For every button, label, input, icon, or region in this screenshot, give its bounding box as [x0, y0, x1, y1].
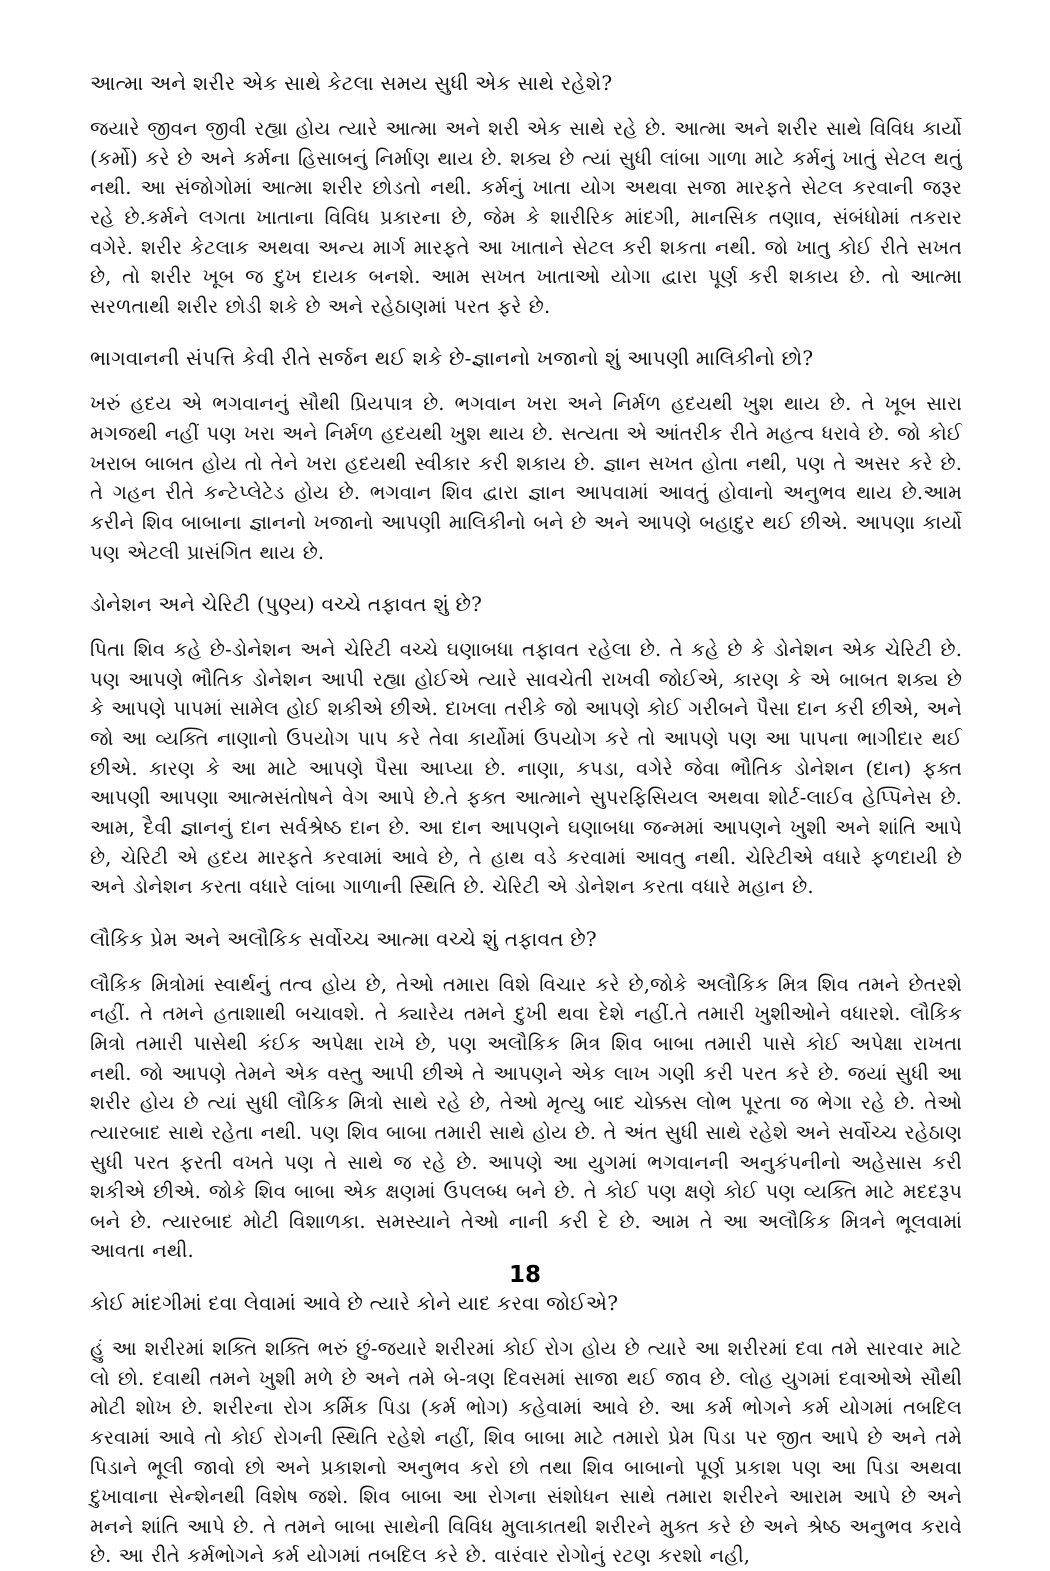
section-soul-body-duration: [90, 70, 962, 321]
section-worldly-vs-divine-love: [90, 926, 962, 1266]
page-footer: [0, 1262, 1050, 1288]
section-heading: ડોનેશન અને ચેરિટી (પુણ્ય) વચ્ચે તફાવત શું છે?: [90, 592, 483, 617]
section-heading: કોઈ માંદગીમાં દવા લેવામાં આવે છે ત્યારે કોને યાદ કરવા જોઈએ?: [90, 1291, 619, 1315]
section-paragraph: પિતા શિવ કહે છે-ડોનેશન અને ચેરિટી વચ્ચે ઘણાબધા તફાવત રહેલા છે. તે કહે છે કે ડોનેશન એક ચેરિટી છે. પણ આપણે ભૌતિક ડોનેશન આપી રહ્યા હોઈએ ત્યારે સાવચેતી રાખવી જોઈએ, કારણ કે એ બાબત શક્ય છે કે આપણે પાપમાં સામેલ હોઈ શકીએ છીએ. દાખલા તરીકે જો આપણે કોઈ ગરીબને પૈસા દાન કરી છીએ, અને જો આ વ્યક્તિ નાણાનો ઉપયોગ પાપ કરે તેવા કાર્યોમાં ઉપયોગ કરે તો આપણે પણ આ પાપના ભાગીદાર થઈ છીએ. કારણ કે આ માટે આપણે પૈસા આપ્યા છે. નાણા, કપડા, વગેરે જેવા ભૌતિક ડોનેશન (દાન) ફક્ત આપણી આપણા આત્મસંતોષને વેગ આપે છે.તે ફક્ત આત્માને સુપરફિસિયલ અથવા શોર્ટ-લાઈવ હેપ્પિનેસ છે. આમ, દૈવી જ્ઞાનનું દાન સર્વશ્રેષ્ઠ દાન છે. આ દાન આપણને ઘણાબધા જન્મમાં આપણને ખુશી અને શાંતિ આપે છે, ચેરિટી એ હદય મારફતે કરવામાં આવે છે, તે હાથ વડે કરવામાં આવતુ નથી. ચેરિટીએ વધારે ફળદાયી છે અને ડોનેશન કરતા વધારે લાંબા ગાળાની સ્થિતિ છે. ચેરિટી એ ડોનેશન કરતા વધારે મહાન છે.: [90, 638, 962, 899]
section-gods-wealth: [90, 345, 962, 567]
section-paragraph: જયારે જીવન જીવી રહ્યા હોય ત્યારે આત્મા અને શરી એક સાથે રહે છે. આત્મા અને શરીર સાથે વિવિધ કાર્યો (કર્મો) કરે છે અને કર્મના હિસાબનું નિર્માણ થાય છે. શક્ય છે ત્યાં સુધી લાંબા ગાળા માટે કર્મનું ખાતું સેટલ થતું નથી. આ સંજોગોમાં આત્મા શરીર છોડતો નથી. કર્મનું ખાતા યોગ અથવા સજા મારફતે સેટલ કરવાની જરૂર રહે છે.કર્મને લગતા ખાતાના વિવિધ પ્રકારના છે, જેમ કે શારીરિક માંદગી, માનસિક તણાવ, સંબંધોમાં તકરાર વગેરે. શરીર કેટલાક અથવા અન્ય માર્ગ મારફતે આ ખાતાને સેટલ કરી શકતા નથી. જો ખાતુ કોઈ રીતે સખત છે, તો શરીર ખૂબ જ દુખ દાયક બનશે. આમ સખત ખાતાઓ યોગા દ્વારા પૂર્ણ કરી શકાય છે. તો આત્મા સરળતાથી શરીર છોડી શકે છે અને રહેઠાણમાં પરત ફરે છે.: [90, 117, 962, 318]
section-paragraph: હું આ શરીરમાં શક્તિ શક્તિ ભરું છું-જયારે શરીરમાં કોઈ રોગ હોય છે ત્યારે આ શરીરમાં દવા તમે સારવાર માટે લો છો. દવાથી તમને ખુશી મળે છે અને તમે બે-ત્રણ દિવસમાં સાજા થઈ જાવ છે. લોહ યુગમાં દવાઓએ સૌથી મોટી શોખ છે. શરીરના રોગ કર્મિક પિડા (કર્મ ભોગ) કહેવામાં આવે છે. આ કર્મ ભોગને કર્મ યોગમાં તબદિલ કરવામાં આવે તો કોઈ રોગની સ્થિતિ રહેશે નહીં, શિવ બાબા માટે તમારો પ્રેમ પિડા પર જીત આપે છે અને તમે પિડાને ભૂલી જાવો છો અને પ્રકાશનો અનુભવ કરો છો તથા શિવ બાબાનો પૂર્ણ પ્રકાશ પણ આ પિડા અથવા દુખાવાના સેન્શેનથી વિશેષ જશે. શિવ બાબા આ રોગના સંશોધન સાથે તમારા શરીરને આરામ આપે છે અને મનને શાંતિ આપે છે. તે તમને બાબા સાથેની વિવિધ મુલાકાતથી શરીરને મુક્ત કરે છે અને શ્રેષ્ઠ અનુભવ કરાવે છે. આ રીતે કર્મભોગને કર્મ યોગમાં તબદિલ કરે છે. વારંવાર રોગોનું રટણ કરશો નહી,: [90, 1337, 962, 1568]
section-paragraph: લૌકિક મિત્રોમાં સ્વાર્થનું તત્વ હોય છે, તેઓ તમારા વિશે વિચાર કરે છે,જોકે અલૌકિક મિત્ર શિવ તમને છેતરશે નહીં. તે તમને હતાશાથી બચાવશે. તે ક્યારેય તમને દુખી થવા દેશે નહીં.તે તમારી ખુશીઓને વધારશે. લૌકિક મિત્રો તમારી પાસેથી કંઈક અપેક્ષા રાખે છે, પણ અલૌકિક મિત્ર શિવ બાબા તમારી પાસે કોઈ અપેક્ષા રાખતા નથી. જો આપણે તેમને એક વસ્તુ આપી છીએ તે આપણને એક લાખ ગણી કરી પરત કરે છે. જયાં સુધી આ શરીર હોય છે ત્યાં સુધી લૌકિક મિત્રો સાથે રહે છે, તેઓ મૃત્યુ બાદ ચોક્કસ લોભ પૂરતા જ ભેગા રહે છે. તેઓ ત્યારબાદ સાથે રહેતા નથી. પણ શિવ બાબા તમારી સાથે હોય છે. તે અંત સુધી સાથે રહેશે અને સર્વોચ્ચ રહેઠાણ સુધી પરત ફરતી વખતે પણ તે સાથે જ રહે છે. આપણે આ યુગમાં ભગવાનની અનુકંપનીનો અહેસાસ કરી શકીએ છીએ. જોકે શિવ બાબા એક ક્ષણમાં ઉપલબ્ધ બને છે. તે કોઈ પણ ક્ષણે કોઈ પણ વ્યક્તિ માટે મદદરૂપ બને છે. ત્યારબાદ મોટી વિશાળકા. સમસ્યાને તેઓ નાની કરી દે છે. આમ તે આ અલૌકિક મિત્રને ભૂલવામાં આવતા નથી.: [90, 972, 962, 1263]
section-heading: ભાગવાનની સંપત્તિ કેવી રીતે સર્જન થઈ શકે છે-જ્ઞાનનો ખજાનો શું આપણી માલિકીનો છો?: [90, 346, 814, 371]
section-medicine-remembrance: [90, 1290, 962, 1571]
section-heading: આત્મા અને શરીર એક સાથે કેટલા સમય સુધી એક સાથે રહેશે?: [90, 71, 613, 95]
section-heading: લૌકિક પ્રેમ અને અલૌકિક સર્વોચ્ચ આત્મા વચ્ચે શું તફાવત છે?: [90, 926, 597, 951]
section-donation-vs-charity: [90, 591, 962, 902]
page-number: 18: [508, 1262, 541, 1288]
section-paragraph: ખરું હદય એ ભગવાનનું સૌથી પ્રિયપાત્ર છે. ભગવાન ખરા અને નિર્મળ હદયથી ખુશ થાય છે. તે ખૂબ સારા મગજથી નહીં પણ ખરા અને નિર્મળ હદયથી ખુશ થાય છે. સત્યતા એ આંતરીક રીતે મહત્વ ધરાવે છે. જો કોઈ ખરાબ બાબત હોય તો તેને ખરા હદયથી સ્વીકાર કરી શકાય છે. જ્ઞાન સખત હોતા નથી, પણ તે અસર કરે છે. તે ગહન રીતે કન્ટેપ્લેટેડ હોય છે. ભગવાન શિવ દ્વારા જ્ઞાન આપવામાં આવતું હોવાનો અનુભવ થાય છે.આમ કરીને શિવ બાબાના જ્ઞાનનો ખજાનો આપણી માલિકીનો બને છે અને આપણે બહાદુર થઈ છીએ. આપણા કાર્યો પણ એટલી પ્રાસંગિત થાય છે.: [90, 392, 962, 564]
